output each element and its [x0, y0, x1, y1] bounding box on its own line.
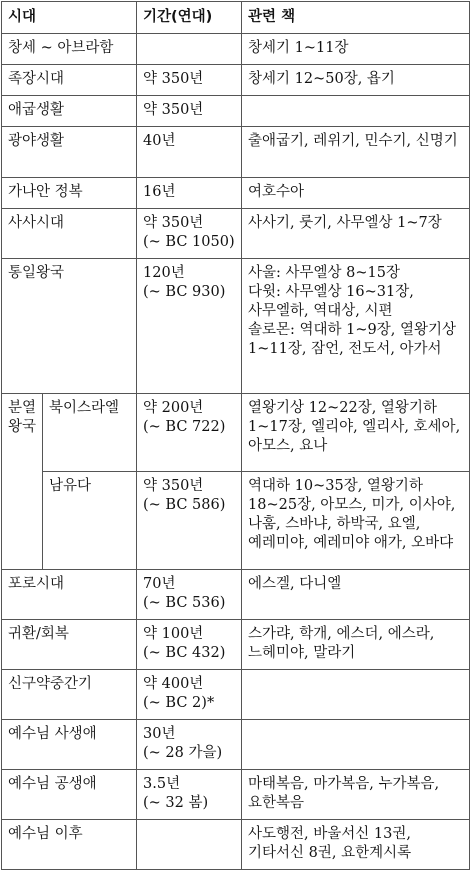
books-line: 사사기, 룻기, 사무엘상 1~7장 [248, 215, 442, 231]
period-line: 약 350년 [143, 71, 204, 87]
table-row [2, 65, 470, 96]
period-line: 약 100년 [143, 626, 204, 642]
period-line: 30년 [143, 726, 176, 742]
era-cell: 북이스라엘 [43, 394, 137, 472]
period-cell [137, 720, 242, 770]
books-cell [242, 720, 470, 770]
header-period: 기간(연대) [137, 2, 242, 34]
table-row [2, 394, 470, 472]
period-line: (~ BC 722) [143, 419, 226, 435]
period-cell [137, 770, 242, 820]
books-line: 솔로몬: 역대하 1~9장, 열왕기상 1~11장, 잠언, 전도서, 아가서 [248, 322, 457, 357]
period-line: (~ BC 2)* [143, 695, 215, 711]
period-line: 70년 [143, 576, 176, 592]
books-cell [242, 770, 470, 820]
period-line: (~ BC 586) [143, 497, 226, 513]
table-row [2, 770, 470, 820]
books-cell [242, 394, 470, 472]
period-cell [137, 96, 242, 127]
era-cell: 광야생활 [2, 127, 137, 178]
period-line: (~ 32 봄) [143, 795, 209, 811]
period-cell [137, 34, 242, 65]
era-cell: 가나안 정복 [2, 178, 137, 209]
table-row [2, 127, 470, 178]
period-line: (~ BC 432) [143, 645, 226, 661]
books-cell [242, 127, 470, 178]
books-cell [242, 65, 470, 96]
era-cell: 애굽생활 [2, 96, 137, 127]
table-row [2, 178, 470, 209]
table-row [2, 259, 470, 394]
books-cell [242, 620, 470, 670]
group-cell: 분열왕국 [2, 394, 43, 570]
period-cell [137, 65, 242, 96]
table-row [2, 670, 470, 720]
period-line: 3.5년 [143, 776, 181, 792]
era-cell: 예수님 이후 [2, 820, 137, 870]
books-line: 다윗: 사무엘상 16~31장, 사무엘하, 역대상, 시편 [248, 284, 414, 319]
books-cell [242, 96, 470, 127]
era-cell: 포로시대 [2, 570, 137, 620]
period-line: (~ 28 가을) [143, 745, 223, 761]
table-row [2, 96, 470, 127]
period-cell [137, 472, 242, 570]
period-line: 16년 [143, 184, 176, 200]
era-cell: 남유다 [43, 472, 137, 570]
period-cell [137, 259, 242, 394]
period-line: 약 350년 [143, 215, 204, 231]
era-cell: 예수님 공생애 [2, 770, 137, 820]
books-line: 여호수아 [248, 184, 305, 200]
books-line: 사울: 사무엘상 8~15장 [248, 265, 400, 281]
era-cell: 통일왕국 [2, 259, 137, 394]
books-cell [242, 570, 470, 620]
books-line: 사도행전, 바울서신 13권, 기타서신 8권, 요한계시록 [248, 826, 412, 861]
period-line: 약 350년 [143, 478, 204, 494]
period-cell [137, 620, 242, 670]
books-cell [242, 472, 470, 570]
books-line: 마태복음, 마가복음, 누가복음, 요한복음 [248, 776, 440, 811]
books-cell [242, 259, 470, 394]
era-cell: 예수님 사생애 [2, 720, 137, 770]
books-line: 스가랴, 학개, 에스더, 에스라, 느헤미야, 말라기 [248, 626, 435, 661]
period-cell [137, 670, 242, 720]
period-line: 120년 [143, 265, 185, 281]
table-row [2, 820, 470, 870]
period-line: 약 350년 [143, 102, 204, 118]
header-era: 시대 [2, 2, 137, 34]
books-cell [242, 209, 470, 259]
books-line: 창세기 12~50장, 욥기 [248, 71, 395, 87]
books-line: 출애굽기, 레위기, 민수기, 신명기 [248, 133, 458, 149]
period-cell [137, 178, 242, 209]
table-row [2, 720, 470, 770]
period-cell [137, 394, 242, 472]
period-cell [137, 127, 242, 178]
books-cell [242, 670, 470, 720]
period-line: 약 200년 [143, 400, 204, 416]
era-cell: 사사시대 [2, 209, 137, 259]
table-row [2, 34, 470, 65]
period-line: (~ BC 1050) [143, 234, 235, 250]
books-line: 창세기 1~11장 [248, 40, 349, 56]
books-line: 에스겔, 다니엘 [248, 576, 342, 592]
era-cell: 족장시대 [2, 65, 137, 96]
books-cell [242, 820, 470, 870]
period-cell [137, 209, 242, 259]
era-cell: 창세 ~ 아브라함 [2, 34, 137, 65]
table-row [2, 570, 470, 620]
books-line: 열왕기상 12~22장, 열왕기하 1~17장, 엘리야, 엘리사, 호세아, 아모스, 요나 [248, 400, 461, 454]
period-line: 약 400년 [143, 676, 204, 692]
period-line: 40년 [143, 133, 176, 149]
books-line: 역대하 10~35장, 열왕기하 18~25장, 아모스, 미가, 이사야, 나훔, 스바냐, 하박국, 요엘, 예레미야, 예레미야 애가, 오바댜 [248, 478, 456, 551]
header-books: 관련 책 [242, 2, 470, 34]
era-cell: 신구약중간기 [2, 670, 137, 720]
table-row [2, 620, 470, 670]
books-cell [242, 34, 470, 65]
header-row [2, 2, 470, 34]
period-cell [137, 820, 242, 870]
period-cell [137, 570, 242, 620]
bible-era-table [1, 1, 470, 870]
table-row [2, 472, 470, 570]
period-line: (~ BC 536) [143, 595, 226, 611]
books-cell [242, 178, 470, 209]
era-cell: 귀환/회복 [2, 620, 137, 670]
table-row [2, 209, 470, 259]
period-line: (~ BC 930) [143, 284, 226, 300]
